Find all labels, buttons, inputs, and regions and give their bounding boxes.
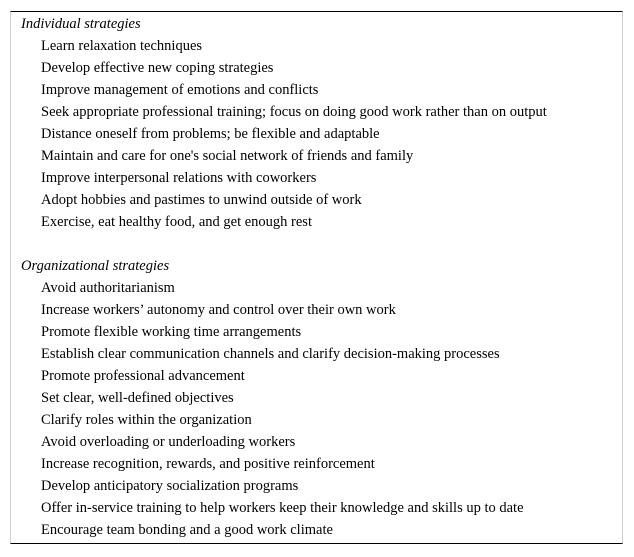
list-item: Adopt hobbies and pastimes to unwind outside of work bbox=[41, 192, 362, 208]
list-item: Clarify roles within the organization bbox=[41, 412, 252, 428]
list-item: Increase workers’ autonomy and control over their own work bbox=[41, 302, 396, 318]
list-item: Avoid authoritarianism bbox=[41, 280, 175, 296]
list-item: Develop anticipatory socialization programs bbox=[41, 478, 299, 494]
list-item: Maintain and care for one's social network of friends and family bbox=[41, 148, 414, 164]
list-item: Promote flexible working time arrangements bbox=[41, 324, 302, 340]
list-item: Encourage team bonding and a good work climate bbox=[41, 522, 333, 538]
list-item: Offer in-service training to help workers keep their knowledge and skills up to date bbox=[41, 500, 524, 516]
list-item: Promote professional advancement bbox=[41, 368, 245, 384]
list-item: Set clear, well-defined objectives bbox=[41, 390, 234, 406]
list-item: Improve interpersonal relations with coworkers bbox=[41, 170, 317, 186]
list-item: Exercise, eat healthy food, and get enough rest bbox=[41, 214, 312, 230]
strategies-table bbox=[10, 11, 623, 544]
list-item: Develop effective new coping strategies bbox=[41, 60, 274, 76]
list-item: Increase recognition, rewards, and positive reinforcement bbox=[41, 456, 375, 472]
list-item: Avoid overloading or underloading workers bbox=[41, 434, 296, 450]
table-body bbox=[11, 13, 622, 541]
list-item: Distance oneself from problems; be flexible and adaptable bbox=[41, 126, 380, 142]
list-item: Learn relaxation techniques bbox=[41, 38, 203, 54]
list-item: Seek appropriate professional training; focus on doing good work rather than on output bbox=[41, 104, 547, 120]
section-heading-organizational: Organizational strategies bbox=[21, 258, 170, 274]
section-spacer bbox=[11, 233, 622, 255]
list-item: Establish clear communication channels and clarify decision-making processes bbox=[41, 346, 500, 362]
section-heading-individual: Individual strategies bbox=[21, 16, 141, 32]
list-item: Improve management of emotions and conflicts bbox=[41, 82, 319, 98]
